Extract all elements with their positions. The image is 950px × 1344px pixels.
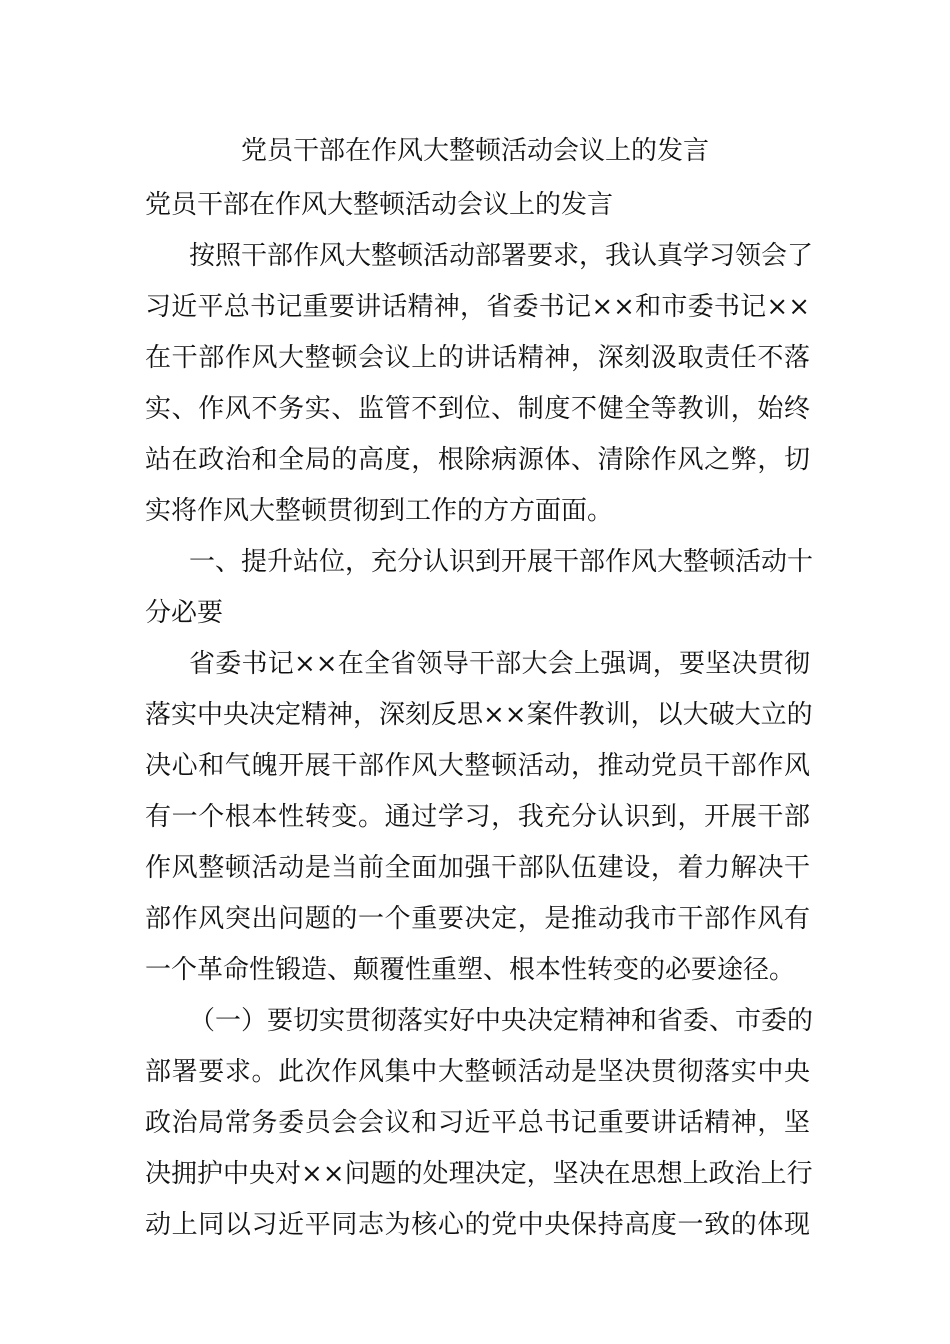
text-line: 动上同以习近平同志为核心的党中央保持高度一致的体现 xyxy=(145,1210,810,1240)
text-line: 分必要 xyxy=(145,598,224,628)
text-line: 部署要求。此次作风集中大整顿活动是坚决贯彻落实中央 xyxy=(145,1057,810,1087)
text-line: 部作风突出问题的一个重要决定，是推动我市干部作风有 xyxy=(145,904,810,934)
text-line: 习近平总书记重要讲话精神，省委书记××和市委书记×× xyxy=(145,292,810,322)
text-line: 有一个根本性转变。通过学习，我充分认识到，开展干部 xyxy=(145,802,810,832)
text-line: 决心和气魄开展干部作风大整顿活动，推动党员干部作风 xyxy=(145,751,810,781)
text-line: （一）要切实贯彻落实好中央决定精神和省委、市委的 xyxy=(189,1006,814,1036)
text-line: 一、提升站位，充分认识到开展干部作风大整顿活动十 xyxy=(189,547,814,577)
text-line: 实将作风大整顿贯彻到工作的方方面面。 xyxy=(145,496,614,526)
text-line: 决拥护中央对××问题的处理决定，坚决在思想上政治上行 xyxy=(145,1159,813,1189)
page-title: 党员干部在作风大整顿活动会议上的发言 xyxy=(240,136,709,166)
text-line: 实、作风不务实、监管不到位、制度不健全等教训，始终 xyxy=(145,394,810,424)
text-line: 省委书记××在全省领导干部大会上强调，要坚决贯彻 xyxy=(189,649,810,679)
document-body xyxy=(145,180,814,1251)
text-line: 在干部作风大整顿会议上的讲话精神，深刻汲取责任不落 xyxy=(145,343,810,373)
text-line: 一个革命性锻造、颠覆性重塑、根本性转变的必要途径。 xyxy=(145,955,796,985)
text-line: 按照干部作风大整顿活动部署要求，我认真学习领会了 xyxy=(189,241,814,271)
text-line: 落实中央决定精神，深刻反思××案件教训，以大破大立的 xyxy=(145,700,813,730)
text-line: 作风整顿活动是当前全面加强干部队伍建设，着力解决干 xyxy=(145,853,810,883)
text-line: 政治局常务委员会会议和习近平总书记重要讲话精神，坚 xyxy=(145,1108,810,1138)
text-line: 党员干部在作风大整顿活动会议上的发言 xyxy=(145,190,614,220)
text-line: 站在政治和全局的高度，根除病源体、清除作风之弊，切 xyxy=(145,445,810,475)
